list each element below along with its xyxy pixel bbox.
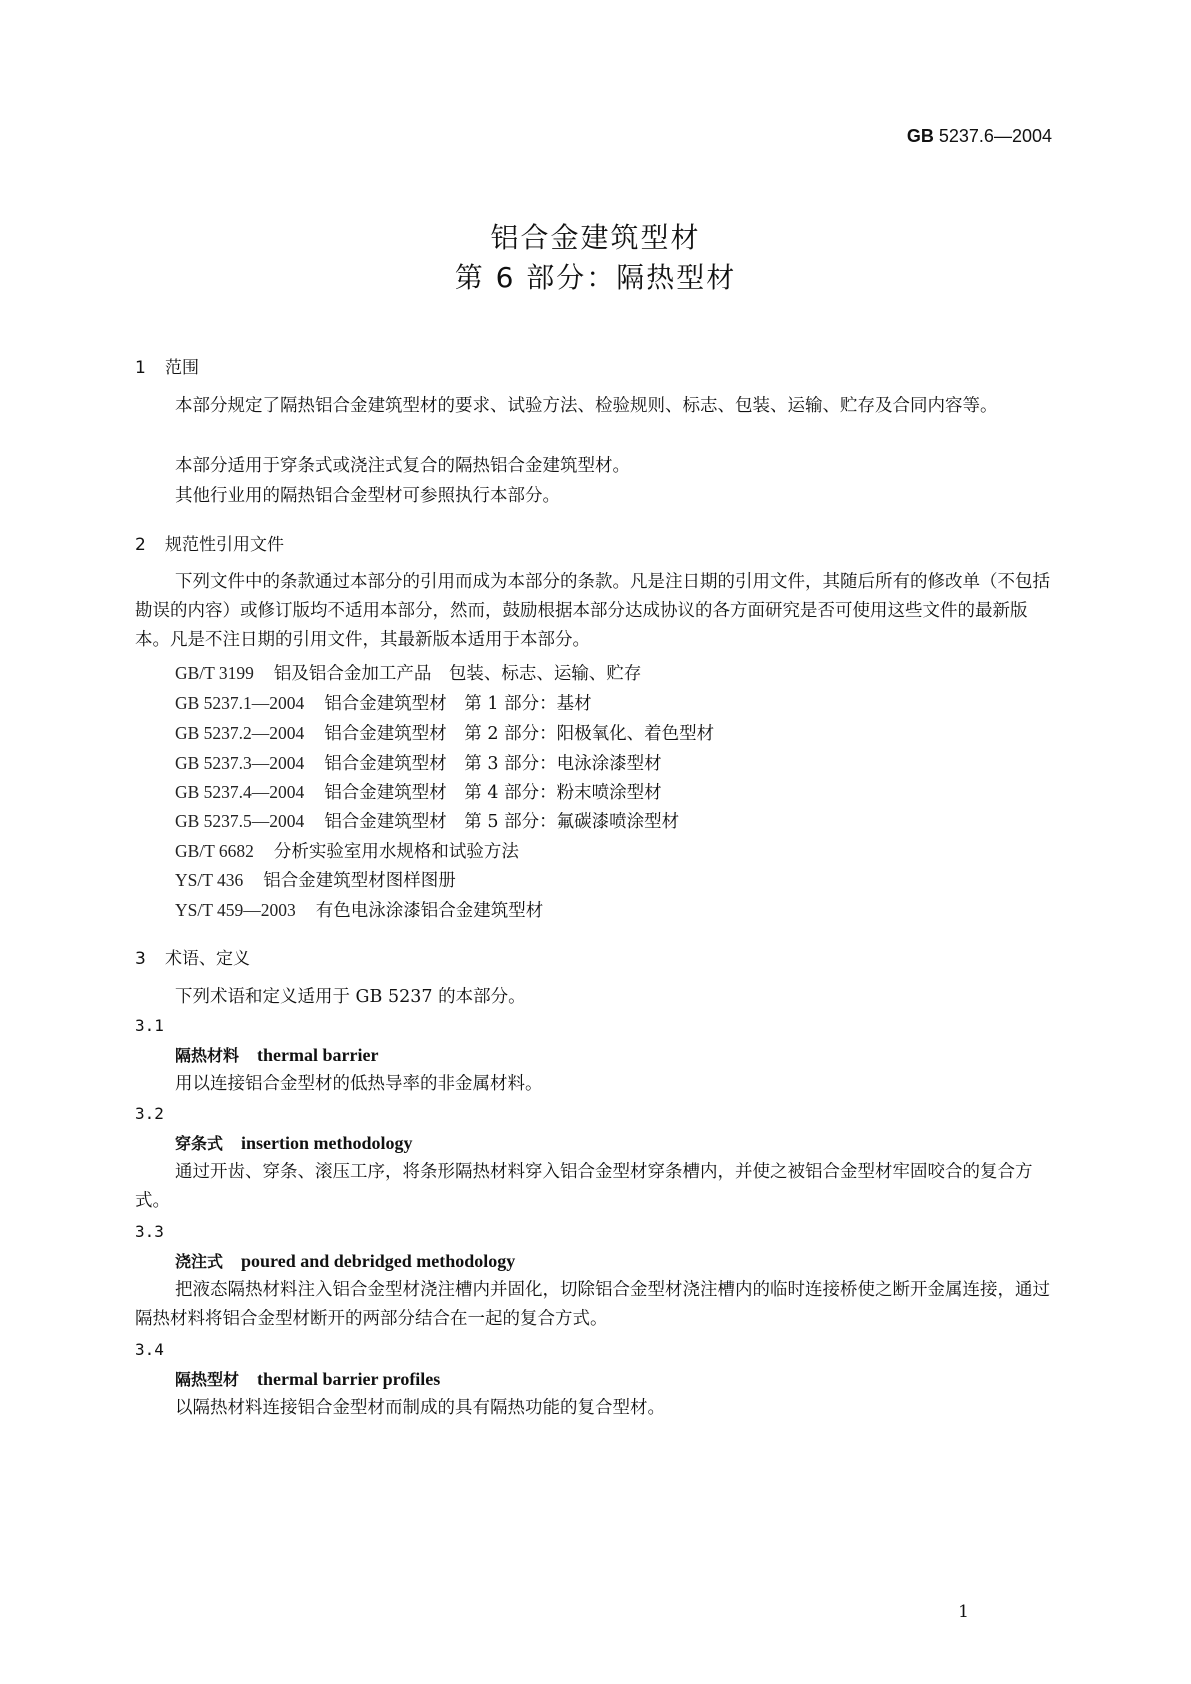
- term-english: insertion methodology: [241, 1133, 413, 1153]
- reference-title: 铝及铝合金加工产品 包装、标志、运输、贮存: [273, 664, 642, 684]
- reference-item: [175, 897, 543, 922]
- term-heading: [175, 1249, 515, 1272]
- reference-item: [175, 750, 662, 775]
- scope-paragraph-2: 本部分适用于穿条式或浇注式复合的隔热铝合金建筑型材。: [175, 456, 630, 476]
- term-definition: 通过开齿、穿条、滚压工序，将条形隔热材料穿入铝合金型材穿条槽内，并使之被铝合金型材牢固咬合的复合方式。: [135, 1162, 1033, 1211]
- scope-paragraph-3: 其他行业用的隔热铝合金型材可参照执行本部分。: [175, 486, 560, 506]
- reference-code: GB 5237.3—2004: [175, 753, 305, 773]
- term-english: thermal barrier: [257, 1045, 379, 1065]
- reference-code: GB 5237.2—2004: [175, 723, 305, 743]
- section-number: 1: [135, 358, 146, 378]
- reference-item: [175, 720, 714, 745]
- reference-code: YS/T 436: [175, 870, 244, 890]
- page-number: 1: [958, 1602, 969, 1622]
- reference-item: [175, 690, 592, 715]
- term-english: poured and debridged methodology: [241, 1251, 516, 1271]
- term-number: 3.4: [135, 1340, 164, 1359]
- reference-title: 铝合金建筑型材 第 4 部分：粉末喷涂型材: [324, 783, 662, 803]
- reference-title: 铝合金建筑型材 第 3 部分：电泳涂漆型材: [324, 754, 662, 774]
- reference-title: 铝合金建筑型材 第 5 部分：氟碳漆喷涂型材: [324, 812, 680, 832]
- reference-code: GB/T 3199: [175, 663, 254, 683]
- term-heading: [175, 1131, 413, 1154]
- reference-item: [175, 808, 679, 833]
- reference-title: 铝合金建筑型材 第 2 部分：阳极氧化、着色型材: [324, 724, 715, 744]
- term-number: 3.1: [135, 1016, 164, 1035]
- term-heading: [175, 1043, 378, 1066]
- section-3-heading: [135, 944, 250, 969]
- section-2-heading: [135, 530, 284, 555]
- terms-intro: 下列术语和定义适用于 GB 5237 的本部分。: [175, 987, 526, 1007]
- reference-title: 铝合金建筑型材 第 1 部分：基材: [324, 694, 592, 714]
- reference-item: [175, 779, 662, 804]
- term-chinese: 穿条式: [175, 1134, 224, 1153]
- reference-title: 分析实验室用水规格和试验方法: [273, 842, 519, 862]
- reference-item: [175, 660, 641, 685]
- reference-code: GB 5237.1—2004: [175, 693, 305, 713]
- term-heading: [175, 1367, 440, 1390]
- document-subtitle: 第 6 部分：隔热型材: [454, 261, 737, 294]
- term-chinese: 浇注式: [175, 1252, 224, 1271]
- term-number: 3.3: [135, 1222, 164, 1241]
- reference-code: GB 5237.4—2004: [175, 782, 305, 802]
- reference-code: GB/T 6682: [175, 841, 254, 861]
- reference-code: YS/T 459—2003: [175, 900, 296, 920]
- section-title: 术语、定义: [165, 949, 250, 969]
- standard-code: [907, 126, 1052, 147]
- section-1-heading: [135, 353, 199, 378]
- standard-code-number: 5237.6—2004: [933, 126, 1052, 146]
- reference-item: [175, 838, 519, 863]
- term-chinese: 隔热材料: [175, 1046, 240, 1065]
- scope-paragraph-1: 本部分规定了隔热铝合金建筑型材的要求、试验方法、检验规则、标志、包装、运输、贮存及合同内容等。: [175, 396, 998, 416]
- references-intro: 下列文件中的条款通过本部分的引用而成为本部分的条款。凡是注日期的引用文件，其随后所有的修改单（不包括勘误的内容）或修订版均不适用本部分，然而，鼓励根据本部分达成协议的各方面研究是否可使用这些文件的最新版本。凡是不注日期的引用文件，其最新版本适用于本部分。: [135, 572, 1050, 650]
- section-number: 2: [135, 535, 146, 555]
- reference-title: 有色电泳涂漆铝合金建筑型材: [315, 901, 544, 921]
- standard-code-prefix: GB: [906, 126, 934, 146]
- section-title: 范围: [165, 358, 199, 378]
- term-english: thermal barrier profiles: [257, 1369, 441, 1389]
- section-number: 3: [135, 949, 146, 969]
- section-title: 规范性引用文件: [165, 535, 284, 555]
- term-definition: 把液态隔热材料注入铝合金型材浇注槽内并固化，切除铝合金型材浇注槽内的临时连接桥使之断开金属连接，通过隔热材料将铝合金型材断开的两部分结合在一起的复合方式。: [135, 1280, 1050, 1329]
- document-title: 铝合金建筑型材: [490, 221, 701, 254]
- term-definition: 用以连接铝合金型材的低热导率的非金属材料。: [175, 1074, 543, 1094]
- term-chinese: 隔热型材: [175, 1370, 240, 1389]
- reference-title: 铝合金建筑型材图样图册: [263, 871, 456, 891]
- term-definition: 以隔热材料连接铝合金型材而制成的具有隔热功能的复合型材。: [175, 1398, 665, 1418]
- reference-item: [175, 867, 456, 892]
- term-number: 3.2: [135, 1104, 164, 1123]
- reference-code: GB 5237.5—2004: [175, 811, 305, 831]
